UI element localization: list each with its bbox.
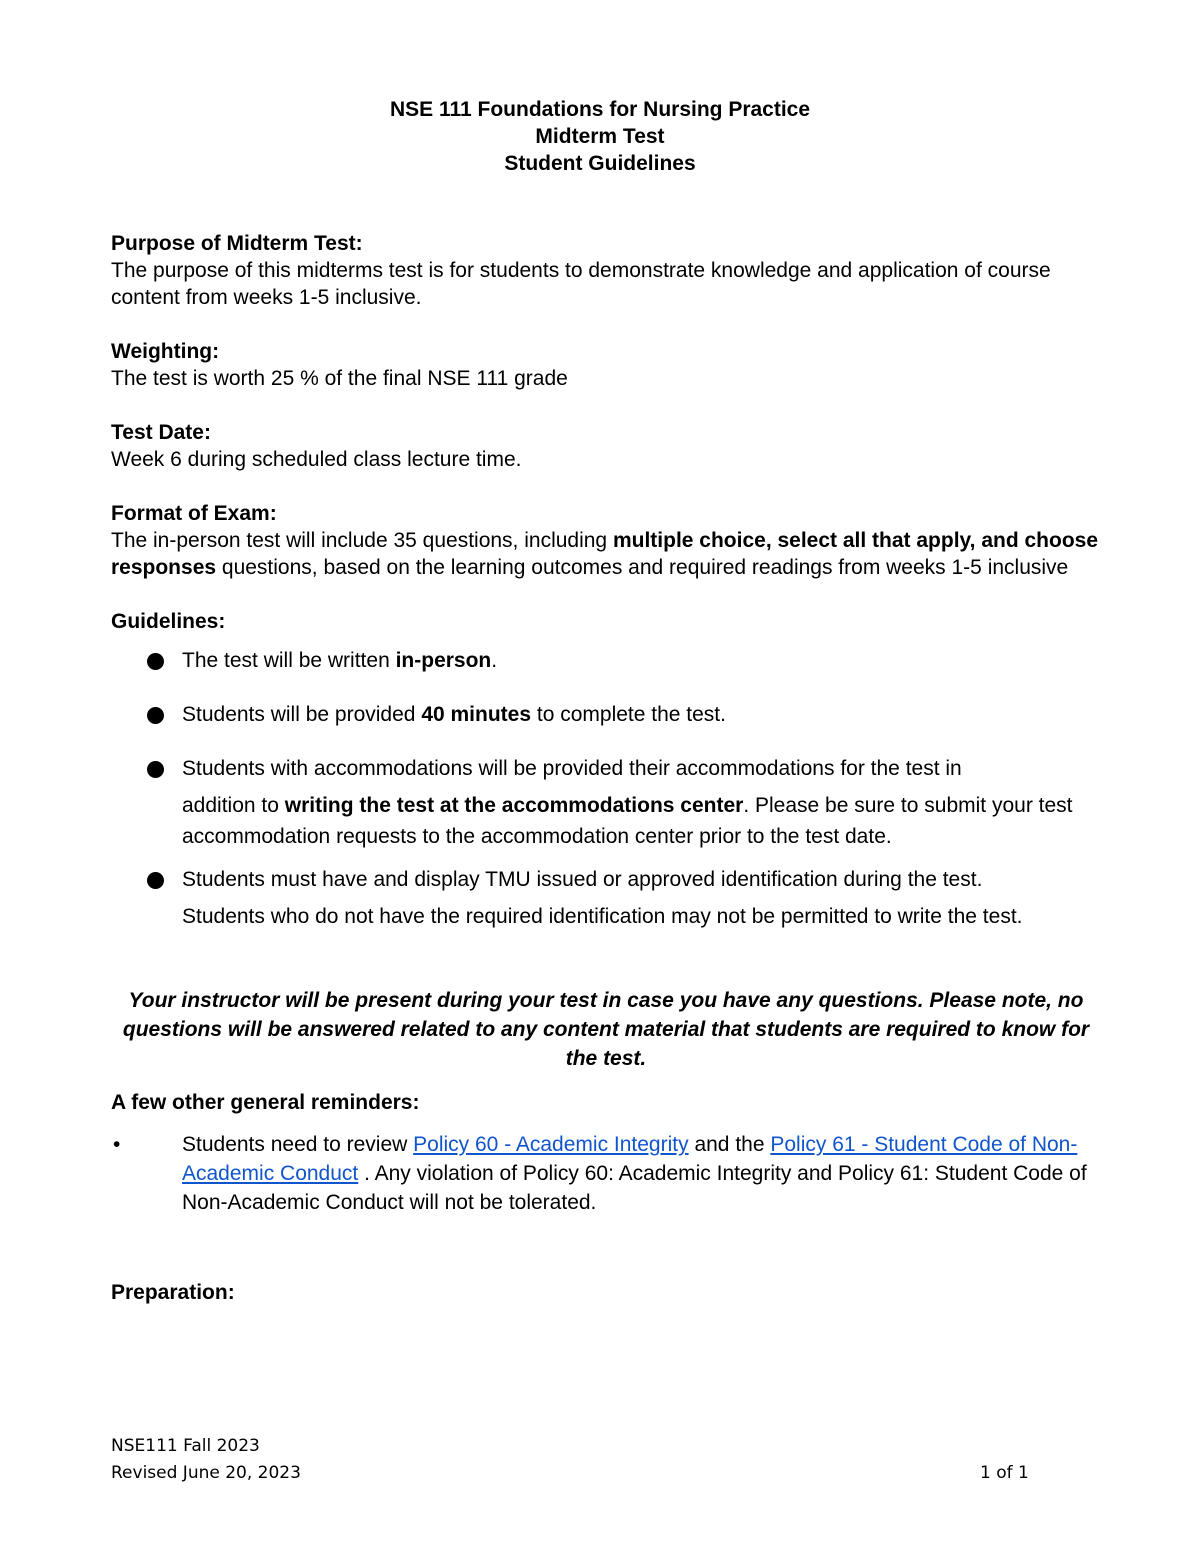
guideline-item: Students with accommodations will be provided their accommodations for the test in addition to writing the test at the accommodations center. Please be sure to submit your test accommodation requests to the accommodation center prior to the test date. (111, 755, 1101, 852)
test-title: Midterm Test (535, 125, 665, 148)
guidelines-heading: Guidelines: (111, 610, 226, 633)
test-date-heading: Test Date: (111, 421, 211, 444)
format-question-types: multiple choice, select all that apply, and choose responses (111, 529, 1099, 579)
guidelines-list (111, 647, 1101, 932)
page-number: 1 of 1 (980, 1463, 1029, 1483)
purpose-heading: Purpose of Midterm Test: (111, 232, 363, 255)
guideline-item: Students must have and display TMU issued or approved identification during the test. Students who do not have the required identification may not be permitted to write the test. (111, 866, 1101, 932)
bullet-icon (147, 872, 164, 889)
reminder-item: • Students need to review Policy 60 - Academic Integrity and the Policy 61 - Student Code of Non-Academic Conduct . Any violation of Policy 60: Academic Integrity and Policy 61: Student Code of Non-Academic Conduct will not be tolerated. (111, 1130, 1101, 1217)
bullet-icon (147, 707, 164, 724)
guideline-item: Students will be provided 40 minutes to complete the test. (111, 701, 1101, 728)
preparation-heading: Preparation: (111, 1281, 235, 1304)
footer-course: NSE111 Fall 2023 (111, 1436, 260, 1456)
format-text: The in-person test will include 35 questions, including multiple choice, select all that apply, and choose responses questions, based on the learning outcomes and required readings from weeks 1-5 inclusive (111, 529, 1099, 579)
policy-60-link[interactable]: Policy 60 - Academic Integrity (413, 1133, 689, 1156)
weighting-text: The test is worth 25 % of the final NSE 111 grade (111, 367, 568, 390)
format-heading: Format of Exam: (111, 502, 277, 525)
purpose-text: The purpose of this midterms test is for students to demonstrate knowledge and application of course content from weeks 1-5 inclusive. (111, 259, 1051, 309)
test-date-text: Week 6 during scheduled class lecture time. (111, 448, 522, 471)
footer (111, 1433, 301, 1487)
document-title-block (0, 96, 1200, 177)
guidelines-title: Student Guidelines (504, 152, 696, 175)
instructor-note: Your instructor will be present during your test in case you have any questions. Please note, no questions will be answered related to any content material that students are required to know for the test. (122, 989, 1090, 1070)
guideline-item: The test will be written in-person. (111, 647, 1101, 674)
reminders-heading: A few other general reminders: (111, 1091, 420, 1114)
weighting-heading: Weighting: (111, 340, 220, 363)
footer-revised: Revised June 20, 2023 (111, 1463, 301, 1483)
course-title: NSE 111 Foundations for Nursing Practice (389, 98, 811, 121)
bullet-icon (147, 761, 164, 778)
document-body (111, 230, 1101, 1306)
bullet-icon (147, 653, 164, 670)
policy-61-link[interactable]: Policy 61 - Student Code of Non-Academic Conduct (182, 1133, 1078, 1185)
bullet-icon: • (113, 1133, 121, 1156)
